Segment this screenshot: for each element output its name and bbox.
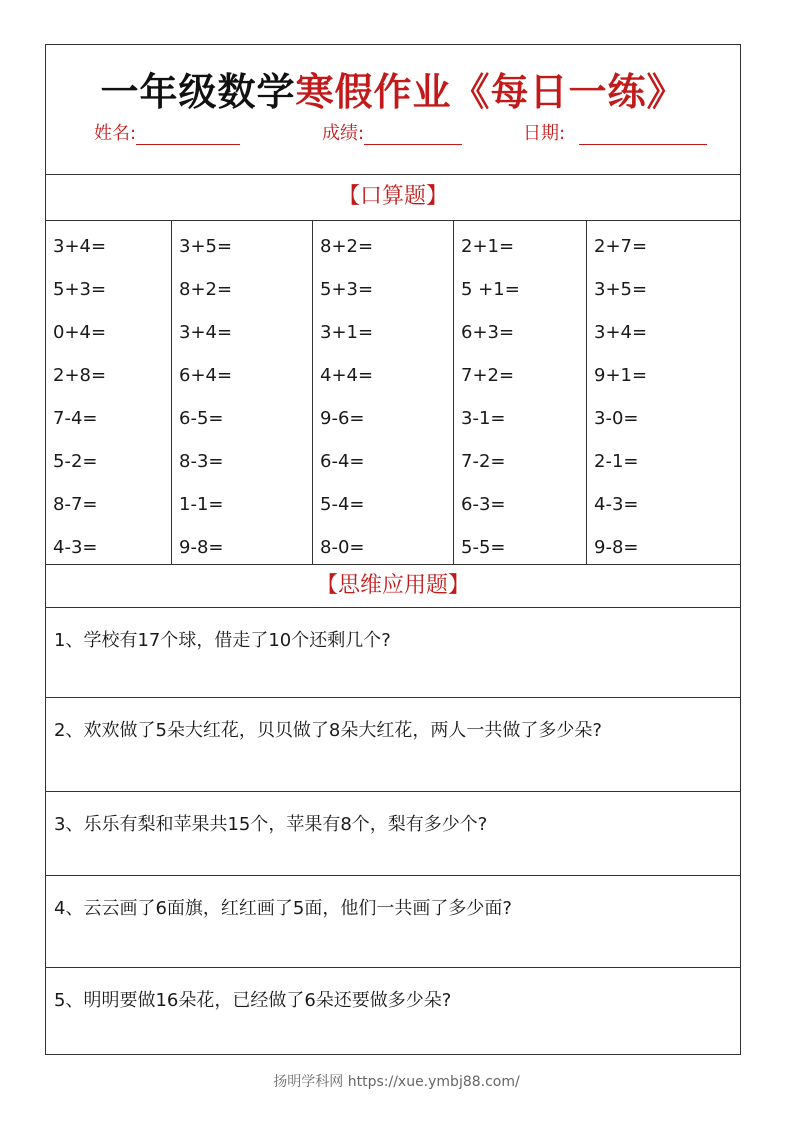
score-field[interactable] [322,119,462,145]
calc-problem: 9+1= [594,365,648,386]
calc-problem: 0+4= [53,322,107,343]
calc-problem: 3+1= [320,322,374,343]
calc-problem: 3+5= [179,236,233,257]
question-5[interactable] [46,968,740,1054]
name-field[interactable] [94,119,240,145]
question-text: 5、明明要做16朵花，已经做了6朵还要做多少朵? [54,990,452,1011]
calc-problem: 8+2= [320,236,374,257]
calc-problem: 9-6= [320,408,365,429]
question-text: 4、云云画了6面旗，红红画了5面，他们一共画了多少面? [54,898,512,919]
calc-problem: 6-5= [179,408,224,429]
name-label: 姓名: [94,123,137,144]
calc-problem: 5-5= [461,537,506,558]
calc-problem: 6-3= [461,494,506,515]
calc-problem: 1-1= [179,494,224,515]
question-1[interactable] [46,608,740,698]
calc-problem: 9-8= [179,537,224,558]
footer-watermark: 扬明学科网 https://xue.ymbj88.com/ [273,1074,520,1090]
calc-column-2 [171,221,313,564]
calc-problem: 8-0= [320,537,365,558]
calc-column-4 [453,221,587,564]
calc-problem: 5 +1= [461,279,520,300]
calc-problem: 3+4= [594,322,648,343]
calc-column-1 [46,221,172,564]
calc-problem: 8-7= [53,494,98,515]
page-title [46,61,740,116]
calc-problem: 5-2= [53,451,98,472]
calc-problem: 5+3= [320,279,374,300]
calc-problem: 2+1= [461,236,515,257]
calc-problem: 8-3= [179,451,224,472]
calc-problem: 3-0= [594,408,639,429]
title-homework: 寒假作业《每日一练》 [295,70,686,114]
calc-problem: 2+8= [53,365,107,386]
calc-problem: 7+2= [461,365,515,386]
calc-problem: 3+5= [594,279,648,300]
question-3[interactable] [46,792,740,876]
question-4[interactable] [46,876,740,968]
calc-problem: 3+4= [179,322,233,343]
calc-problem: 5-4= [320,494,365,515]
score-blank[interactable] [364,124,462,145]
date-blank[interactable] [579,124,707,145]
student-info-fields [46,119,740,149]
calc-problem: 2-1= [594,451,639,472]
calc-problem: 7-4= [53,408,98,429]
name-blank[interactable] [136,124,240,145]
question-text: 2、欢欢做了5朵大红花，贝贝做了8朵大红花，两人一共做了多少朵? [54,720,602,741]
calc-column-3 [312,221,454,564]
title-grade-subject: 一年级数学 [100,70,296,114]
calc-problem: 2+7= [594,236,648,257]
calc-problem: 5+3= [53,279,107,300]
calc-problem: 6-4= [320,451,365,472]
worksheet [45,44,741,1055]
calc-problem: 6+3= [461,322,515,343]
calc-problem: 3-1= [461,408,506,429]
date-field[interactable] [523,119,707,145]
calc-grid [46,221,740,565]
word-section-title: 【思维应用题】 [46,565,740,608]
calc-problem: 4-3= [594,494,639,515]
calc-problem: 9-8= [594,537,639,558]
question-2[interactable] [46,698,740,792]
calc-problem: 8+2= [179,279,233,300]
calc-problem: 3+4= [53,236,107,257]
score-label: 成绩: [322,123,365,144]
calc-problem: 4+4= [320,365,374,386]
calc-problem: 7-2= [461,451,506,472]
calc-section-title: 【口算题】 [46,175,740,221]
date-label: 日期: [523,123,566,144]
calc-problem: 6+4= [179,365,233,386]
question-text: 1、学校有17个球，借走了10个还剩几个? [54,630,391,651]
question-text: 3、乐乐有梨和苹果共15个，苹果有8个，梨有多少个? [54,814,488,835]
calc-column-5 [586,221,740,564]
calc-problem: 4-3= [53,537,98,558]
worksheet-header [46,45,740,175]
